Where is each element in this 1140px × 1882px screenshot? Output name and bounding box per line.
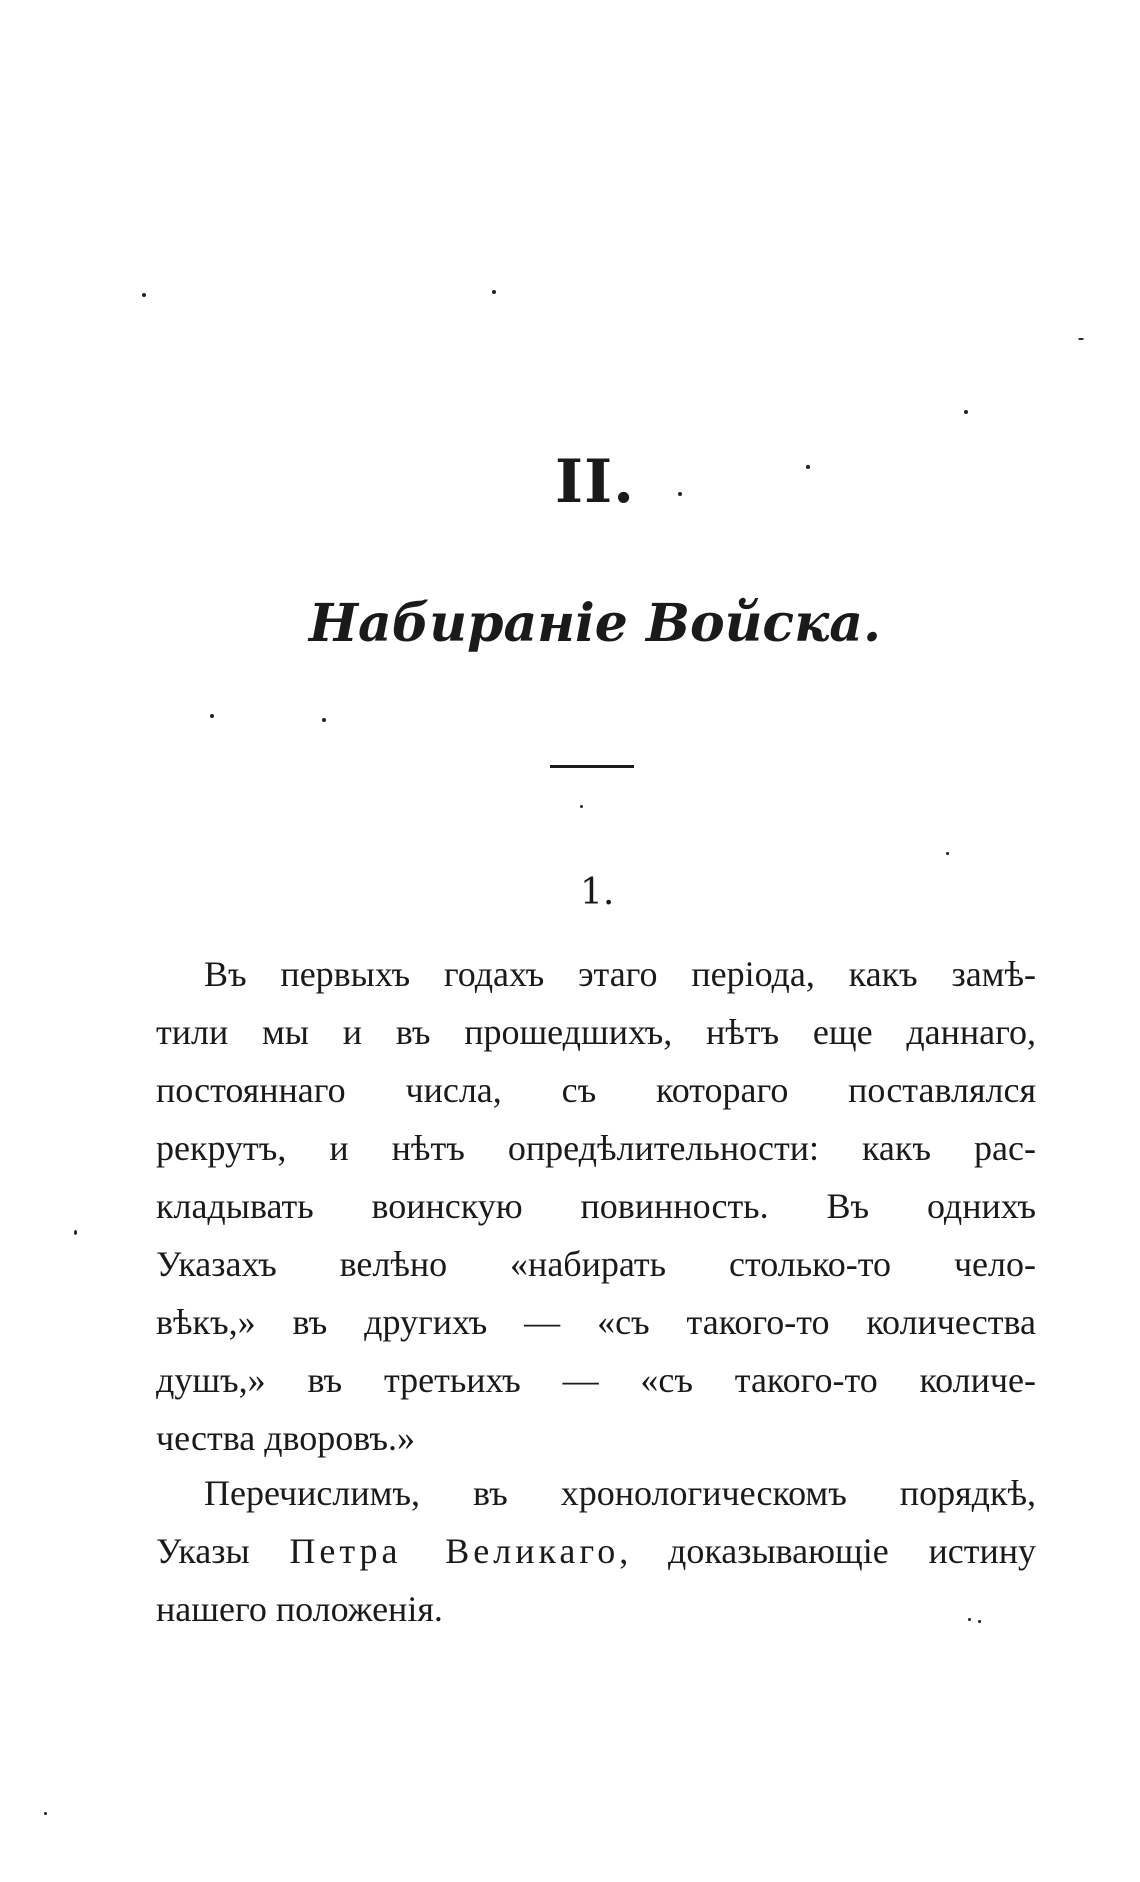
text-line: Указахъ велѣно «набирать столько-то чело- — [156, 1244, 1036, 1284]
speck — [492, 290, 496, 294]
tsar-name: Петра Великаго — [289, 1531, 620, 1571]
speck — [964, 410, 968, 414]
text-line: чества дворовъ.» — [156, 1418, 415, 1458]
speck — [322, 718, 326, 722]
text-line: вѣкъ,» въ другихъ — «съ такого-то количества — [156, 1302, 1036, 1342]
text-fragment: Указы — [156, 1531, 290, 1571]
speck — [74, 1230, 77, 1235]
text-line: Перечислимъ, въ хронологическомъ порядкѣ, — [204, 1473, 1036, 1513]
text-line: нашего положенiя. — [156, 1589, 443, 1629]
paragraph-2 — [156, 1464, 1036, 1638]
chapter-title: Набиранiе Войска. — [308, 593, 882, 654]
speck — [1078, 338, 1084, 340]
section-number: 1. — [580, 872, 615, 913]
text-line: Въ первыхъ годахъ этаго перiода, какъ замѣ- — [204, 954, 1036, 994]
speck — [580, 805, 583, 808]
text-line: тили мы и въ прошедшихъ, нѣтъ еще даннаго, — [156, 1012, 1036, 1052]
speck — [678, 492, 682, 496]
text-line: кладывать воинскую повинность. Въ однихъ — [156, 1186, 1036, 1226]
speck — [210, 714, 214, 718]
speck — [946, 852, 949, 855]
section-divider — [550, 765, 634, 768]
speck — [142, 293, 146, 297]
paragraph-1 — [156, 945, 1036, 1467]
text-line: душъ,» въ третьихъ — «съ такого-то количе- — [156, 1360, 1036, 1400]
chapter-number: II. — [555, 447, 636, 517]
text-line: рекрутъ, и нѣтъ опредѣлительности: какъ рас- — [156, 1128, 1036, 1168]
text-line: постояннаго числа, съ котораго поставлялся — [156, 1070, 1036, 1110]
speck — [806, 465, 810, 469]
speck — [44, 1812, 47, 1815]
text-fragment: , доказывающiе истину — [619, 1531, 1036, 1571]
text-line — [156, 1522, 1036, 1580]
